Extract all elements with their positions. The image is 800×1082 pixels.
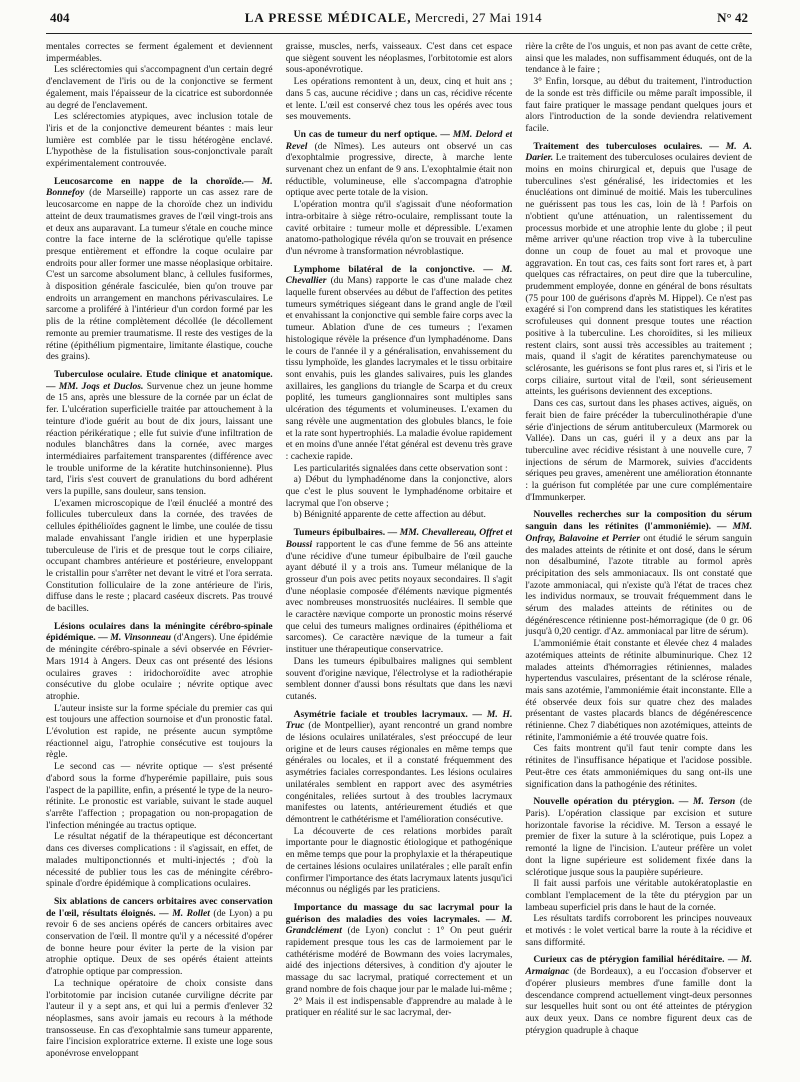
section-title: Curieux cas de ptérygion familial héréditaire. [533, 954, 725, 966]
paragraph: Dans ces cas, surtout dans les phases actives, aiguës, on ferait bien de faire précéder la tuberculinothérapie d'une série d'injections de sérum antituberculeux (Marmorek ou Vallée). Dans un cas, guéri il y a deux ans par la tuberculine avec récidive résistant à une nouvelle cure, 7 injections de sérum de Marmorek, suivies d'accidents sériques peu graves, amenèrent une amélioration étonnante : la guérison fut complétée par une cure complémentaire d'Immunkerper. [525, 398, 752, 503]
paragraph: rière la crête de l'os unguis, et non pas avant de cette crête, ainsi que les malades, non suffisamment éduqués, ont de la tendance à le faire ; [525, 41, 752, 76]
issue-number: N° 42 [717, 10, 748, 25]
journal-name: LA PRESSE MÉDICALE, [244, 10, 412, 25]
section-tuberculoses-oculaires-traitement [525, 141, 752, 398]
article-columns [46, 41, 752, 1077]
section-author: — M. H. Truc [285, 708, 513, 732]
section-title: Lésions oculaires dans la méningite cérébro-spinale épidémique. [46, 620, 273, 644]
section-tuberculose-oculaire [46, 369, 273, 498]
paragraph: Les opérations remontent à un, deux, cinq et huit ans ; dans 5 cas, aucune récidive ; dans un cas, récidive récente et lente. L'œil est conservé chez tous les opérés avec tous ses mouvements. [285, 76, 513, 123]
paragraph: La technique opératoire de choix consiste dans l'orbitotomie par incision cutanée curviligne décrite par l'auteur il y a sept ans, et qui lui a permis d'enlever 32 néoplasmes, sans avoir jamais eu recours à la méthode transosseuse. En cas d'exophtalmie sans tumeur apparente, faire l'incision exploratrice externe. Il existe une loge sous aponévrose enveloppant [46, 977, 273, 1060]
section-title: Importance du massage du sac lacrymal pour la guérison des maladies des voies lacrymales. [285, 901, 513, 925]
section-body: (de Paris). L'opération classique par excision et suture horizontale favorise la récidive. M. Terson a essayé le premier de fixer la suture à la sclérotique, puis Lopez a remonté la ligne de l'incision. L'auteur préfère un volet dont la ligne supérieure est solidement fixée dans la sclérotique jusque sous la paupière supérieure. [525, 796, 752, 878]
section-author: — M. Grandclément [285, 913, 513, 937]
paragraph: L'ammoniémie était constante et élevée chez 4 malades azotémiques atteints de rétinite albuminurique. Chez 12 malades atteints d'hémorragies rétiniennes, malades hypertendus vasculaires, présentant de la sclérose rénale, mais sans azotémie, l'ammoniémie était inconstante. Elle a été observée deux fois sur quatre chez des malades présentant de vastes placards blancs de dégénérescence rétinienne. Chez 7 diabétiques non azotémiques, atteints de rétinite, l'ammoniémie a été trouvée quatre fois. [525, 638, 752, 743]
section-body: Survenue chez un jeune homme de 15 ans, après une blessure de la cornée par un éclat de fer. L'ulcération superficielle traitée par attouchement à la teinture d'iode guérit au bout de dix jours, laissant une réaction périkératique ; elle fut suivie d'une infiltration de nodules blanchâtres dans la cornée, avec marges intermédiaires parfaitement transparentes (différence avec le trouble uniforme de la kératite hutchinsonienne). Plus tard, l'iris s'est couvert de granulations du bord adhérent vers la pupille, sans douleur, sans tension. [46, 380, 273, 498]
section-body: (du Mans) rapporte le cas d'une malade chez laquelle furent observées au début de l'affection des petites tumeurs symétriques siégeant dans le grand angle de l'œil et envahissant la conjonctive qui semble faire corps avec la tumeur. Ablation d'une de ces tumeurs ; l'examen histologique révèle la présence d'un lymphadénome. Dans le cours de l'année il y a généralisation, envahissement du tissu lymphoïde, les glandes lacrymales et le tissu orbitaire sont envahis, puis les glandes salivaires, puis les glandes axillaires, les ganglions du triangle de Scarpa et du creux poplité, les tumeurs ganglionnaires sont multiples sans ulcération des téguments et volumineuses. L'examen du sang révèle une augmentation des globules blancs, le foie et la rate sont hypertrophiés. La maladie évolue rapidement et en moins d'une année l'état général est devenu très grave : cachexie rapide. [285, 275, 513, 462]
paragraph: Ces faits montrent qu'il faut tenir compte dans les rétinites de l'insuffisance hépatique et l'acidose possible. Peut-être ces états ammoniémiques du sang ont-ils une signification dans la pathogénie des rétinites. [525, 743, 752, 790]
section-body: (de Lyon) a pu revoir 6 de ses anciens opérés de cancers orbitaires avec conservation de l'œil. Il montre qu'il y a nécessité d'opérer de bonne heure pour éviter la perte de la vision par atrophie optique. Deux de ses opérés étaient atteints d'atrophie optique par compression. [46, 907, 273, 978]
section-title: Traitement des tuberculoses oculaires. [533, 140, 703, 152]
section-title: Asymétrie faciale et troubles lacrymaux. [293, 708, 468, 720]
paragraph: Dans les tumeurs épibulbaires malignes qui semblent souvent d'origine nævique, l'électrolyse et la radiothérapie semblent donner d'aussi bons résultats que dans les nævi cutanés. [285, 655, 513, 702]
paragraph: graisse, muscles, nerfs, vaisseaux. C'est dans cet espace que siègent souvent les néoplasmes, l'orbitotomie est alors sous-aponévrotique. [285, 41, 513, 76]
section-title: Tuberculose oculaire. Etude clinique et anatomique. [54, 368, 273, 380]
paragraph: 3° Enfin, lorsque, au début du traitement, l'introduction de la sonde est très difficile ou même paraît impossible, il faut faire pratiquer le massage pendant quelques jours et alors l'introduction de la sonde deviendra relativement facile. [525, 76, 752, 134]
page-header [46, 10, 752, 34]
paragraph: Le résultat négatif de la thérapeutique est déconcertant dans ces diverses complications : il s'agissait, en effet, de malades multiponctionnés et multi-injectés ; d'où la nécessité de publier tous les cas de méningite cérébro-spinale d'ordre épidémique à complications oculaires. [46, 831, 273, 890]
section-title: Leucosarcome en nappe de la choroïde. [54, 175, 244, 187]
section-author: — M. Terson [674, 796, 736, 808]
paragraph: Les sclérectomies qui s'accompagnent d'un certain degré d'enclavement de l'iris ou de la conjonctive se ferment également, mais l'épaisseur de la cicatrice est subordonnée au degré de l'enclavement. [46, 64, 273, 111]
paragraph: Il fait aussi parfois une véritable autokératoplastie en comblant l'emplacement de la tête du ptérygion par un lambeau superficiel pris dans le haut de la cornée. [525, 878, 752, 913]
journal-title-line [245, 10, 542, 26]
section-title: Six ablations de cancers orbitaires avec conservation de l'œil, résultats éloignés. [46, 895, 273, 919]
section-title: Nouvelles recherches sur la composition du sérum sanguin dans les rétinites (l'ammoniémie). [525, 509, 752, 533]
section-author: — M. Armaignac [525, 954, 752, 978]
section-body: (d'Angers). Une épidémie de méningite cérébro-spinale a sévi observée en Février-Mars 1914 à Angers. Deux cas ont présenté des lésions oculaires graves : iridochoroïdite avec atrophie consécutive du globe oculaire ; névrite optique avec atrophie. [46, 632, 273, 702]
section-author: — M. Rollet [155, 907, 210, 919]
paragraph: Les résultats tardifs corroborent les principes nouveaux et motivés : le volet vertical barre la route à la récidive et sans difformité. [525, 913, 752, 948]
paragraph: Les sclérectomies atypiques, avec inclusion totale de l'iris et de la conjonctive demeurent béantes : mais leur lumière est comblée par le tissu hétérogène enclavé. L'hypothèse de la fistulisation sous-conjonctivale paraît expérimentalement controuvée. [46, 111, 273, 170]
section-author: — M. Vinsonneau [95, 632, 172, 644]
section-author: — MM. Chevallereau, Offret et Boussi [285, 527, 513, 550]
section-asymetrie-faciale [286, 709, 513, 826]
paragraph: L'auteur insiste sur la forme spéciale du premier cas qui est toujours une affection sournoise et d'un pronostic fatal. L'évolution est rapide, ne présente aucun symptôme réactionnel aigu, l'atrophie consécutive est toujours la règle. [46, 702, 273, 761]
paragraph: L'examen microscopique de l'œil énucléé a montré des follicules tuberculeux dans la cornée, des travées de cellules épithélioïdes gagnent le limbe, une coulée de tissu malade envahissant l'angle iridien et une hyperplasie tuberculeuse de l'iris et de presque tout le corps ciliaire, occupant chambres antérieure et postérieure, enveloppant le cristallin pour s'arrêter net devant le vitré et l'ora serrata. Constitution folliculaire de la zone antérieure de l'iris, diffuse dans le reste ; placard caséeux discrets. Pas trouvé de bacilles. [46, 497, 273, 615]
section-author: — M. Chevallier [285, 263, 513, 287]
section-body: ont étudié le sérum sanguin des malades atteints de rétinite et ont dosé, dans le sérum non désalbuminé, l'azote titrable au formol après précipitation des sels ammoniacaux. Ils ont constaté que l'azote ammoniacal, qui n'existe qu'à l'état de traces chez les individus normaux, se trouvait fréquemment dans le sérum des malades atteints de rétinites ou de dégénérescence rétinienne post-hémorragique (de 0 gr. 06 jusqu'à 0,20 centigr. d'Az. ammoniacal par litre de sérum). [525, 532, 752, 638]
section-tumeur-nerf-optique [286, 129, 513, 199]
section-author: — MM. Onfray, Balavoine et Perrier [525, 521, 752, 544]
list-item: a) Début du lymphadénome dans la conjonctive, alors que c'est le plus souvent le lymphadénome orbitaire et lacrymal que l'on observe ; [285, 474, 513, 509]
section-body: (de Bordeaux), a eu l'occasion d'observer et d'opérer plusieurs membres d'une famille dont la descendance comprend actuellement vingt-deux personnes sur lesquelles huit sont ou ont été atteintes de ptérygion aux deux yeux. Dans ce nombre figurent deux cas de ptérygion quadruple à chaque [525, 966, 752, 1036]
section-body: (de Lyon) conclut : 1° On peut guérir rapidement presque tous les cas de larmoiement par le cathétérisme modéré de Bowmann des voies lacrymales, aidé des injections détersives, à condition d'y ajouter le massage du sac lacrymal, pratiqué correctement et un grand nombre de fois chaque jour par le malade lui-même ; [285, 925, 513, 995]
section-cancers-orbitaires [46, 896, 273, 978]
paragraph: La découverte de ces relations morbides paraît importante pour le diagnostic étiologique et pathogénique en même temps que pour la prophylaxie et la thérapeutique de certaines lésions oculaires unilatérales ; elle paraît enfin confirmer l'importance des états lacrymaux latents jusqu'ici méconnus ou négligés par les praticiens. [285, 825, 513, 896]
section-operation-pterygion [525, 796, 752, 878]
section-author: — M. Bonnefoy [46, 175, 273, 199]
paragraph: L'opération montra qu'il s'agissait d'une néoformation intra-orbitaire à siège rétro-oculaire, remplissant toute la cavité orbitaire : tumeur molle et dépressible. L'examen anatomo-pathologique révéla qu'on se trouvait en présence d'un névrome à transformation névroblastique. [285, 199, 513, 257]
section-author: — M. A. Darier. [525, 140, 752, 164]
section-lymphome [286, 264, 513, 463]
paragraph: mentales correctes se ferment également et deviennent imperméables. [46, 41, 273, 64]
section-title: Nouvelle opération du ptérygion. [533, 796, 675, 808]
section-body: (de Marseille) rapporte un cas assez rare de leucosarcome en nappe de la choroïde chez un individu atteint de deux traumatismes graves de l'œil vingt-trois ans et deux ans auparavant. La tumeur s'étale en couche mince contre la face interne de la sclérotique qu'elle tapisse presque entièrement et effondre la coque oculaire par endroits pour aller former une masse néoplasique orbitaire. C'est un sarcome absolument blanc, à cellules fusiformes, à disposition générale fasciculée, bien qu'on trouve par endroits un arrangement en manchons périvasculaires. Le sarcome a proliféré à l'intérieur d'un cordon formé par les plis de la rétine complètement décollée (le décollement remonte au premier traumatisme. Il reste des vestiges de la rétine (épithélium pigmentaire, limitante élastique, couche des grains). [46, 187, 273, 363]
column-2 [286, 41, 513, 1077]
column-3 [525, 41, 752, 1077]
page-number: 404 [50, 10, 70, 25]
section-meningite [46, 621, 273, 703]
section-ammoniemie [525, 509, 752, 638]
section-body: (de Montpellier), ayant rencontré un grand nombre de lésions oculaires unilatérales, s'est préoccupé de leur origine et de leurs causes régionales en même temps que générales ou locales, et il a constaté fréquemment des asymétries faciales correspondantes. Les lésions oculaires unilatérales semblent en rapport avec des asymétries congénitales, reliées surtout à des troubles lacrymaux manifestes ou latents, antérieurement étudiés et que démontrent le cathétérisme et l'amélioration consécutive. [285, 720, 513, 825]
section-massage-sac-lacrymal [286, 902, 513, 996]
paragraph: 2° Mais il est indispensable d'apprendre au malade à le pratiquer en réalité sur le sac lacrymal, der- [285, 995, 513, 1019]
list-item: b) Bénignité apparente de cette affection au début. [293, 509, 486, 521]
paragraph: Le second cas — névrite optique — s'est présenté d'abord sous la forme d'hyperémie papillaire, puis sous l'aspect de la papillite, enfin, a présenté le type de la neuro-rétinite. Le pronostic est variable, suivant le stade auquel s'arrête l'affection ; propagation ou non-propagation de l'infection méningée au tractus optique. [46, 761, 273, 831]
section-title: Lymphome bilatéral de la conjonctive. [293, 263, 475, 275]
section-author: — MM. Delord et Revel [285, 128, 513, 152]
section-pterygion-familial [525, 954, 752, 1036]
section-leucosarcome [46, 176, 273, 363]
issue-date: Mercredi, 27 Mai 1914 [415, 10, 542, 25]
paragraph: Les particularités signalées dans cette observation sont : [293, 462, 508, 474]
section-tumeurs-epibulbaires [286, 527, 513, 656]
section-body: rapportent le cas d'une femme de 56 ans atteinte d'une récidive d'une tumeur épibulbaire de l'œil gauche ayant débuté il y a trois ans. Tumeur mélanique de la grosseur d'un pois avec petits noyaux secondaires. Il s'agit d'une néoplasie composée d'éléments nævique pigmentés avec nombreuses monstruosités nucléaires. Il semble que le caractère nævique comporte un pronostic moins réservé que celui des tumeurs malignes ordinaires (épithélioma et sarcomes). Ce caractère nævique de la tumeur a fait instituer une thérapeutique conservatrice. [285, 538, 513, 656]
section-body: (de Nîmes). Les auteurs ont observé un cas d'exophtalmie progressive, directe, à marche lente survenant chez un enfant de 9 ans. L'exophtalmie était non réductible, volumineuse, elle s'accompagna d'atrophie optique avec perte totale de la vision. [285, 140, 513, 199]
section-author: — MM. Joqs et Duclos. [46, 380, 144, 392]
section-title: Tumeurs épibulbaires. [293, 527, 386, 539]
column-1 [46, 41, 273, 1077]
section-body: Le traitement des tuberculoses oculaires devient de moins en moins chirurgical et, depuis que l'usage de tuberculines s'est généralisé, les iridectomies et les énucléations ont diminué de moitié. Mais les tuberculines ne guérissent pas tous les cas, loin de là ! Parfois on n'obtient qu'une atténuation, un ralentissement du processus morbide et une atrophie lente du globe ; il peut même arriver qu'une réaction trop vive à la tuberculine donne un coup de fouet au mal et provoque une aggravation. En tout cas, ces faits sont fort rares et, à part quelques cas réfractaires, on peut dire que la tuberculine, prudemment employée, donne en général de bons résultats (75 pour 100 de guérisons d'après M. Hippel). Ce n'est pas exagéré si l'on comprend dans les statistiques les kératites scrofuleuses qui donnent presque toutes une réaction positive à la tuberculine. Les choroïdites, si les milieux restent clairs, sont aussi très accessibles au traitement ; mais, quand il s'agit de kératites parenchymateuse ou sclérosante, les guérisons se font plus rares et, si l'iris et le corps ciliaire, surtout vital de l'œil, sont sérieusement atteints, les guérisons deviennent des exceptions. [525, 152, 752, 398]
section-title: Un cas de tumeur du nerf optique. [293, 128, 438, 140]
